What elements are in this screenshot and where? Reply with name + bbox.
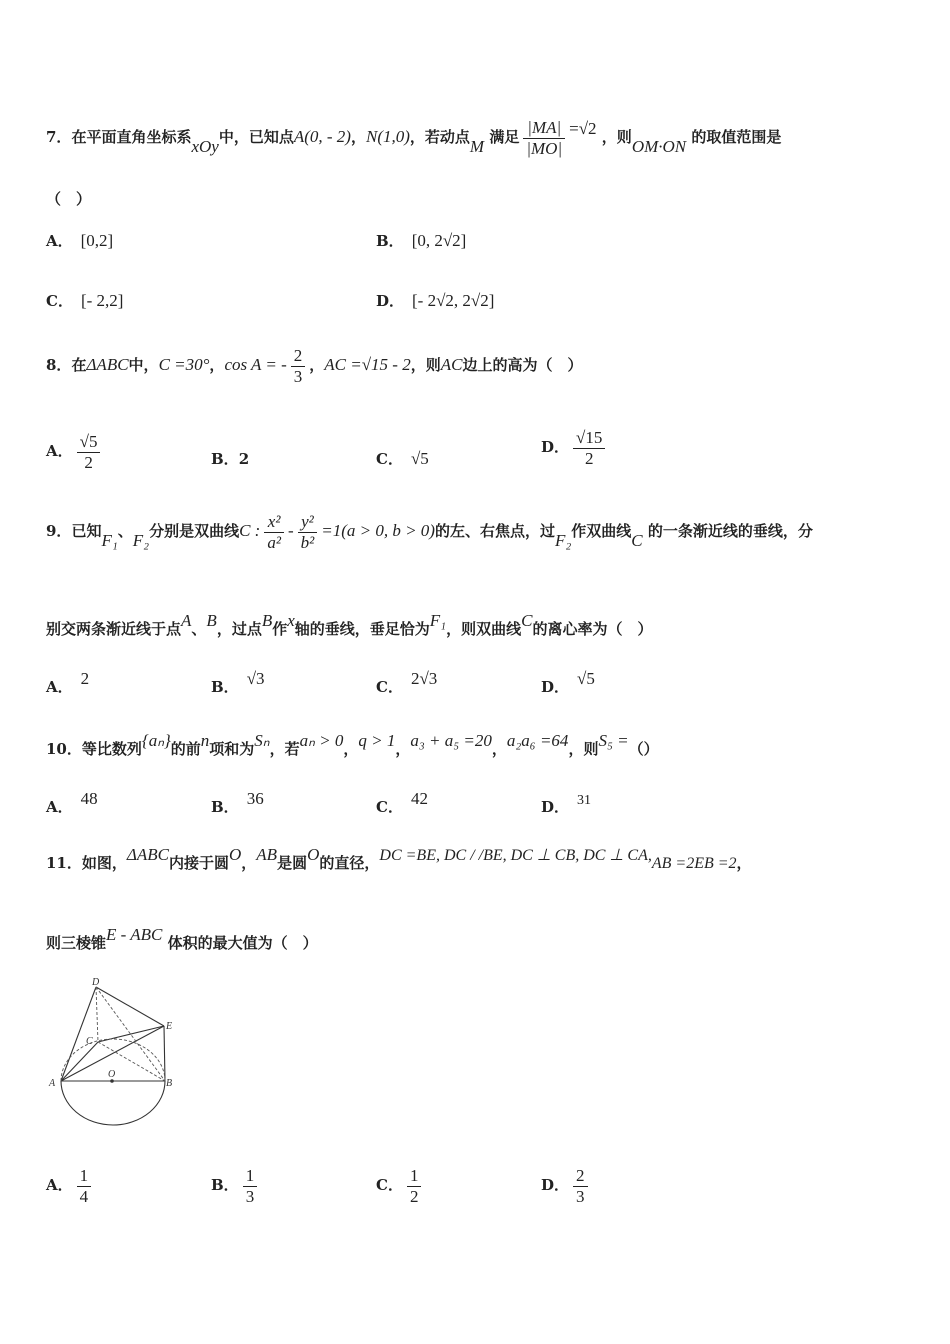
label-e: E xyxy=(166,1021,173,1032)
q9-stem-line2: 别交两条渐近线于点A、B，过点B作x轴的垂线，垂足恰为F₁，则双曲线C的离心率为（ ） xyxy=(46,611,653,638)
q8-option-d[interactable]: D． $\frac{√15}{2}$ xyxy=(541,428,609,468)
q8-stem: 8．在ΔABC中，C =30°，cos A = - $\frac{2}{3}$ ，AC =√15 - 2，则AC边上的高为（ ） xyxy=(46,346,583,386)
q7-paren: （ ） xyxy=(46,190,92,208)
q8-option-b[interactable]: B．2 xyxy=(211,450,250,468)
q11-option-a[interactable]: A． $\frac{1}{4}$ xyxy=(46,1166,95,1206)
q11-stem-line2: 则三棱锥E - ABC 体积的最大值为（ ） xyxy=(46,925,318,952)
q10-option-b[interactable]: B． 36 xyxy=(211,789,264,816)
edge-eb xyxy=(164,1026,165,1081)
label-d: D xyxy=(92,977,100,988)
q8-option-a[interactable]: A． $\frac{√5}{2}$ xyxy=(46,432,104,472)
q9-stem-line1: 9．已知F₁、F₂分别是双曲线C : $\frac{\text{x²}}{\text{a²}}$ - $\frac{\text{y²}}{\text{b²}}$ =1(a > 0, b > 0)的左、右焦点，过F₂作双曲线C 的一条渐近线的垂线，分 xyxy=(46,512,813,552)
q8-option-c[interactable]: C． √5 xyxy=(376,449,429,468)
q7-fraction: $\frac{|MA|}{|MO|}$ xyxy=(523,118,565,158)
q10-option-c[interactable]: C． 42 xyxy=(376,789,428,816)
label-o: O xyxy=(108,1069,116,1080)
q10-option-d[interactable]: D． 31 xyxy=(541,793,592,816)
q11-stem-line1: 11．如图，ΔABC内接于圆O，AB是圆O的直径，DC =BE, DC / /BE, DC ⊥ CB, DC ⊥ CA,AB =2EB =2， xyxy=(46,845,752,872)
edge-de xyxy=(96,987,164,1026)
q9-option-a[interactable]: A． 2 xyxy=(46,669,90,696)
q11-option-c[interactable]: C． $\frac{1}{2}$ xyxy=(376,1166,425,1206)
edge-ce xyxy=(98,1026,164,1042)
q7-option-d[interactable]: D． [- 2√2, 2√2] xyxy=(376,291,495,310)
q7-option-c[interactable]: C． [- 2,2] xyxy=(46,291,124,310)
edge-dc-dashed xyxy=(96,987,98,1042)
q11-option-b[interactable]: B． $\frac{1}{3}$ xyxy=(211,1166,261,1206)
q7-option-b[interactable]: B． [0, 2√2] xyxy=(376,231,467,250)
q9-option-c[interactable]: C． 2√3 xyxy=(376,669,438,696)
q9-option-b[interactable]: B． √3 xyxy=(211,669,265,696)
base-circle-arc xyxy=(61,1081,165,1125)
q10-stem: 10．等比数列{aₙ}的前n项和为Sₙ，若aₙ > 0，q > 1，a₃ + a₅ =20，a₂a₆ =64，则S₅ =（） xyxy=(46,731,659,758)
q7-stem: 7．在平面直角坐标系xOy中，已知点A(0, - 2)，N(1,0)，若动点M 满足 $\frac{|MA|}{|MO|}$ =√2 ，则OM·ON 的取值范围是 xyxy=(46,118,782,158)
label-b: B xyxy=(166,1078,173,1089)
q8-cos-fraction: $\frac{2}{3}$ xyxy=(291,346,306,386)
label-c: C xyxy=(86,1036,93,1047)
q10-option-a[interactable]: A． 48 xyxy=(46,789,98,816)
q11-option-d[interactable]: D． $\frac{2}{3}$ xyxy=(541,1166,592,1206)
q7-option-a[interactable]: A． [0,2] xyxy=(46,231,114,250)
q11-figure xyxy=(48,975,188,1127)
label-a: A xyxy=(49,1078,56,1089)
q9-option-d[interactable]: D． √5 xyxy=(541,669,595,696)
edge-da xyxy=(61,987,96,1081)
